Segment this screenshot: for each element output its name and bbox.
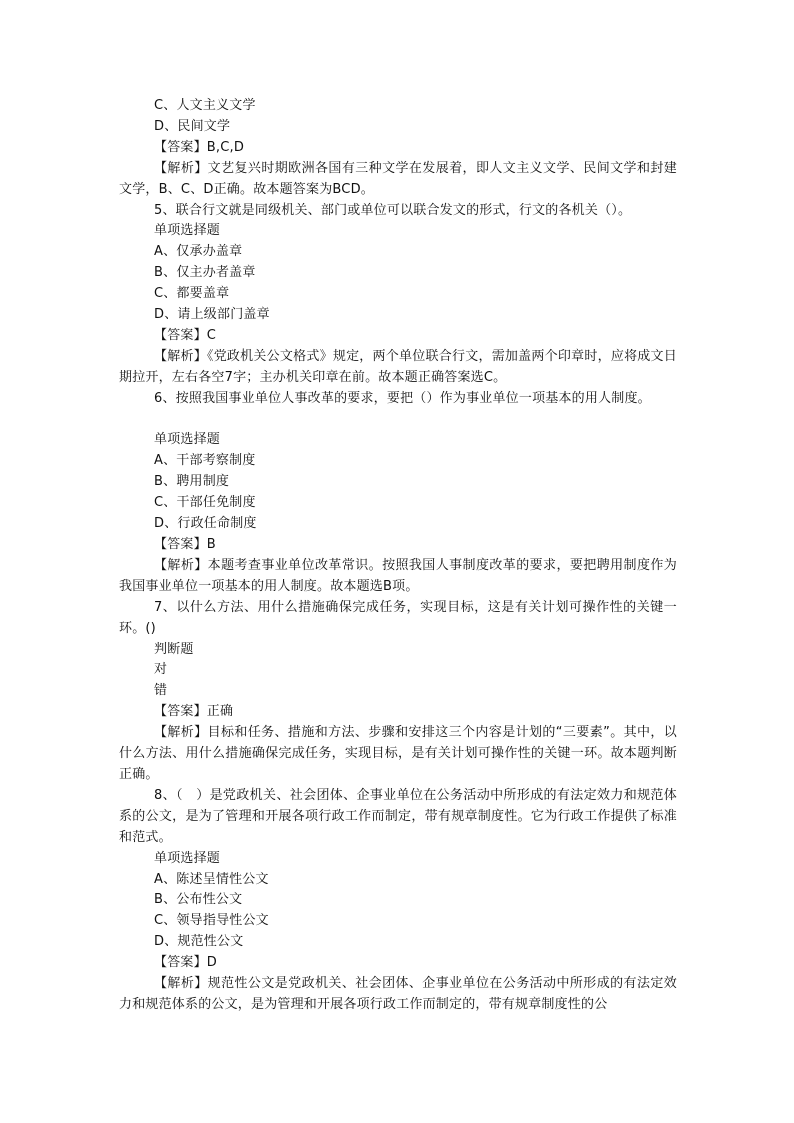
option-true: 对 [154, 662, 168, 678]
answer: 【答案】B [154, 537, 216, 553]
question-type: 判断题 [154, 641, 194, 657]
explanation: 【解析】本题考查事业单位改革常识。按照我国人事制度改革的要求，要把聘用制度作为我国事业单位一项基本的用人制度。故本题选B项。 [119, 557, 677, 594]
option-c: C、都要盖章 [154, 286, 230, 302]
question-8: 8、（ ）是党政机关、社会团体、企事业单位在公务活动中所形成的有法定效力和规范体系的公文，是为了管理和开展各项行政工作而制定，带有规章制度性。它为行政工作提供了标准和范式。 [119, 787, 677, 845]
option-d: D、民间文学 [154, 118, 231, 134]
answer: 【答案】B,C,D [154, 139, 245, 155]
explanation: 【解析】《党政机关公文格式》规定，两个单位联合行文，需加盖两个印章时，应将成文日期拉开，左右各空7字；主办机关印章在前。故本题正确答案选C。 [119, 348, 677, 385]
question-7: 7、以什么方法、用什么措施确保完成任务，实现目标，这是有关计划可操作性的关键一环。() [119, 599, 677, 636]
option-c: C、人文主义文学 [154, 98, 256, 113]
option-c: C、领导指导性公文 [154, 913, 269, 929]
option-false: 错 [154, 683, 168, 699]
blank-line [119, 410, 677, 431]
answer: 【答案】D [154, 955, 218, 971]
option-d: D、请上级部门盖章 [154, 307, 270, 323]
option-c: C、干部任免制度 [154, 495, 256, 511]
document-body [119, 96, 677, 1016]
option-b: B、聘用制度 [154, 474, 230, 490]
option-d: D、规范性公文 [154, 934, 244, 950]
question-type: 单项选择题 [154, 850, 221, 866]
option-d: D、行政任命制度 [154, 516, 257, 532]
option-a: A、陈述呈情性公文 [154, 871, 269, 887]
option-b: B、公布性公文 [154, 892, 243, 908]
question-6: 6、按照我国事业单位人事改革的要求，要把（）作为事业单位一项基本的用人制度。 [154, 390, 651, 406]
answer: 【答案】C [154, 327, 217, 343]
answer: 【答案】正确 [154, 704, 234, 720]
option-a: A、仅承办盖章 [154, 244, 243, 260]
explanation: 【解析】文艺复兴时期欧洲各国有三种文学在发展着，即人文主义文学、民间文学和封建文学，B、C、D正确。故本题答案为BCD。 [119, 160, 677, 197]
question-type: 单项选择题 [154, 223, 221, 239]
question-type: 单项选择题 [154, 432, 221, 448]
option-b: B、仅主办者盖章 [154, 265, 256, 281]
explanation: 【解析】规范性公文是党政机关、社会团体、企事业单位在公务活动中所形成的有法定效力和规范体系的公文，是为管理和开展各项行政工作而制定的，带有规章制度性的公 [119, 976, 677, 1012]
option-a: A、干部考察制度 [154, 453, 256, 469]
explanation: 【解析】目标和任务、措施和方法、步骤和安排这三个内容是计划的“三要素”。其中，以什么方法、用什么措施确保完成任务，实现目标，是有关计划可操作性的关键一环。故本题判断正确。 [119, 725, 677, 782]
question-5: 5、联合行文就是同级机关、部门或单位可以联合发文的形式，行文的各机关（）。 [154, 202, 632, 218]
